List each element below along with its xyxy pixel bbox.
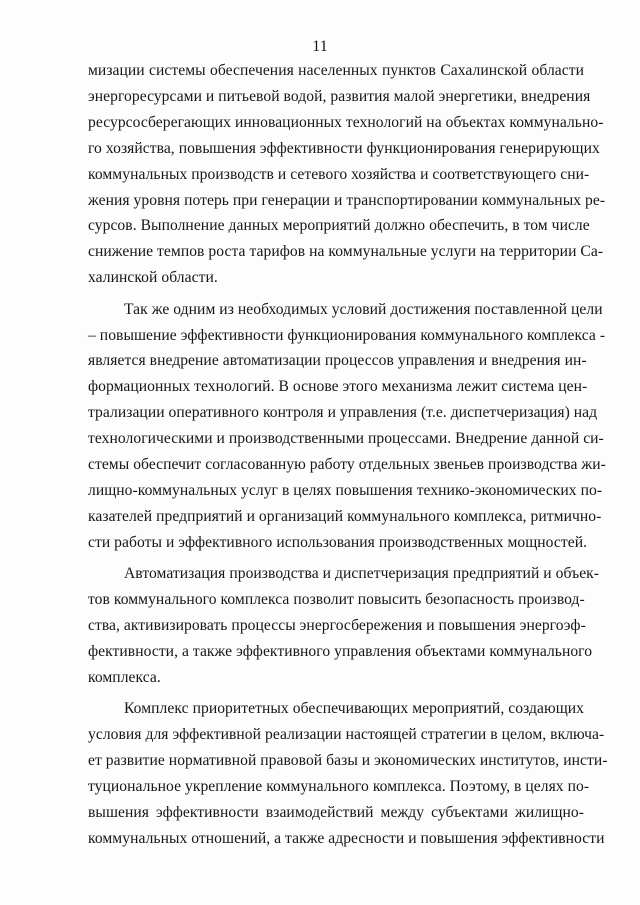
text-line: энергоресурсами и питьевой водой, развития малой энергетики, внедрения (88, 87, 591, 105)
text-line: – повышение эффективности функционирования коммунального комплекса - (88, 326, 606, 344)
text-line: коммунальных отношений, а также адресности и повышения эффективности (88, 829, 605, 847)
text-line: ресурсосберегающих инновационных технологий на объектах коммунально- (88, 113, 604, 131)
text-line: коммунальных производств и сетевого хозяйства и соответствующего сни- (88, 165, 590, 183)
text-line: условия для эффективной реализации настоящей стратегии в целом, включа- (88, 726, 605, 743)
text-line: лищно-коммунальных услуг в целях повышения технико-экономических по- (88, 481, 603, 499)
text-line: ет развитие нормативной правовой базы и экономических институтов, инсти- (88, 751, 608, 769)
text-line: сурсов. Выполнение данных мероприятий должно обеспечить, в том числе (88, 217, 590, 235)
text-line: вышения эффективности взаимодействий между субъектами жилищно- (88, 803, 584, 821)
text-line: халинской области. (88, 269, 218, 287)
text-line: трализации оперативного контроля и управления (т.е. диспетчеризация) над (88, 404, 598, 422)
text-line: жения уровня потерь при генерации и транспортировании коммунальных ре- (88, 191, 606, 209)
text-line: комплекса. (88, 668, 161, 686)
text-line: Так же одним из необходимых условий достижения поставленной цели (124, 300, 603, 318)
page-number: 11 (312, 38, 328, 55)
text-line: Комплекс приоритетных обеспечивающих мероприятий, создающих (124, 700, 584, 718)
text-line: го хозяйства, повышения эффективности функционирования генерирующих (88, 139, 600, 157)
text-line: является внедрение автоматизации процессов управления и внедрения ин- (88, 352, 587, 370)
text-line: сти работы и эффективного использования производственных мощностей. (88, 533, 588, 551)
text-line: фективности, а также эффективного управления объектами коммунального (88, 642, 593, 660)
text-line: туциональное укрепление коммунального комплекса. Поэтому, в целях по- (88, 777, 590, 795)
text-line: технологическими и производственными процессами. Внедрение данной си- (88, 430, 604, 448)
text-line: тов коммунального комплекса позволит повысить безопасность производ- (88, 591, 585, 608)
text-line: снижение темпов роста тарифов на коммунальные услуги на территории Са- (88, 243, 604, 261)
text-line: ства, активизировать процессы энергосбережения и повышения энергоэф- (88, 616, 586, 634)
text-line: мизации системы обеспечения населенных пунктов Сахалинской области (88, 62, 584, 79)
text-line: казателей предприятий и организаций коммунального комплекса, ритмично- (88, 507, 602, 525)
text-line: стемы обеспечит согласованную работу отдельных звеньев производства жи- (88, 456, 606, 473)
text-line: Автоматизация производства и диспетчеризация предприятий и объек- (124, 565, 600, 583)
text-line: формационных технологий. В основе этого механизма лежит система цен- (88, 378, 588, 396)
